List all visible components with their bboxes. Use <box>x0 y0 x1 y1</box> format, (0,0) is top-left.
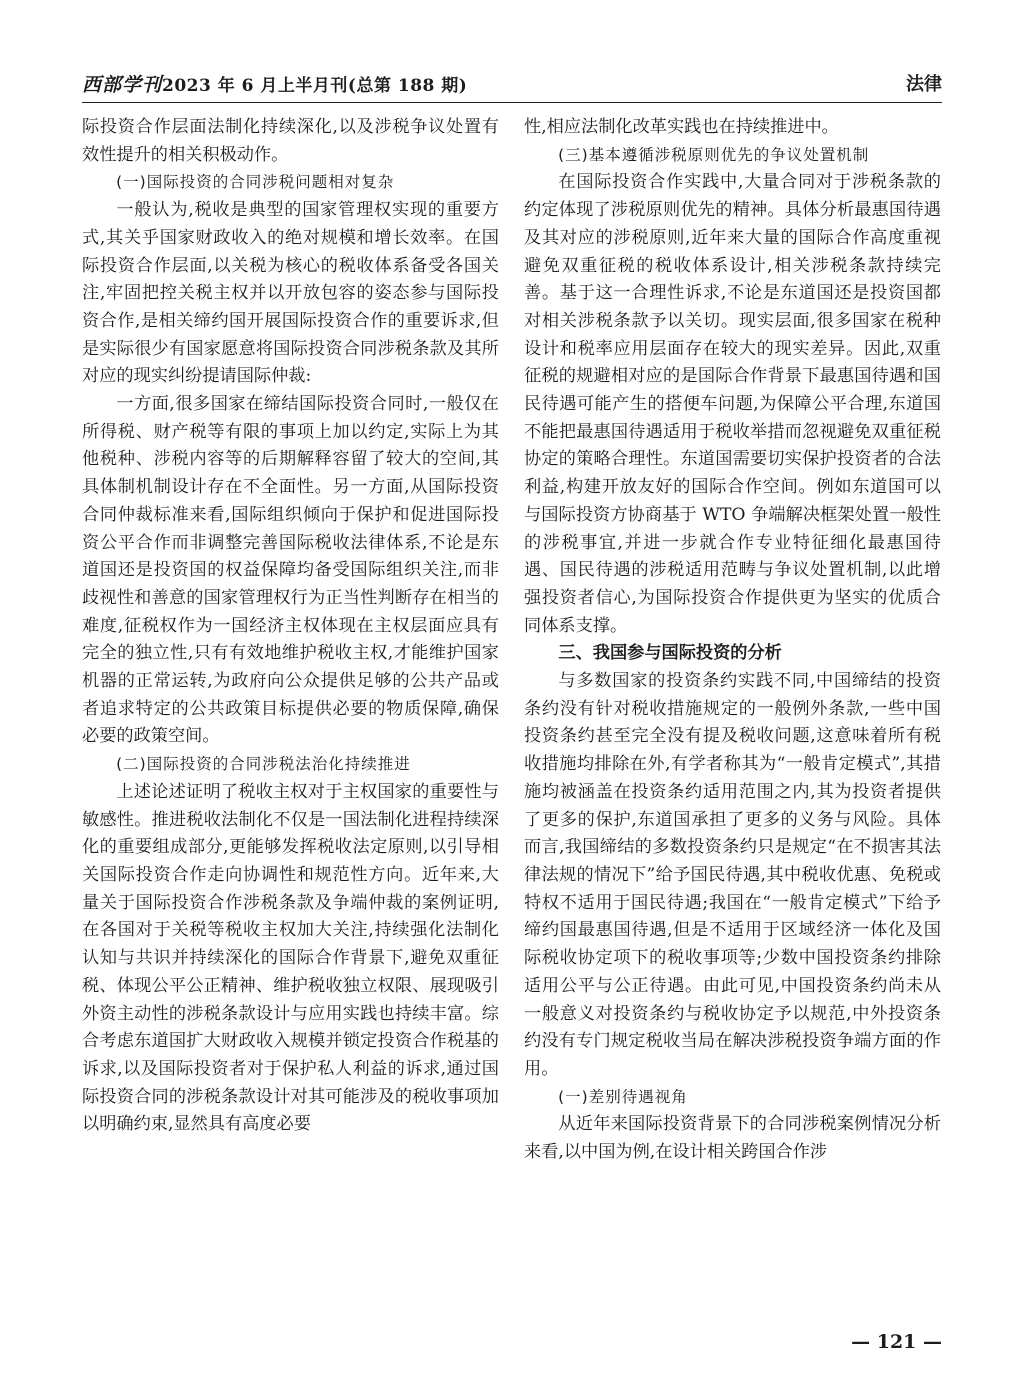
journal-logo: 西部学刊 <box>82 74 163 96</box>
section-label: 法律 <box>906 74 942 95</box>
running-header <box>82 68 942 100</box>
paragraph: 一方面,很多国家在缔结国际投资合同时,一般仅在所得税、财产税等有限的事项上加以约定,实际上为其他税种、涉税内容等的后期解释容留了较大的空间,其具体制机制设计存在不全面性。另一方面,从国际投资合同仲裁标准来看,国际组织倾向于保护和促进国际投资公平合作而非调整完善国际税收法律体系,不论是东道国还是投资国的权益保障均备受国际组织关注,而非歧视性和善意的国家管理权行为正当性判断存在相当的难度,征税权作为一国经济主权体现在主权层面应具有完全的独立性,只有有效地维护税收主权,才能维护国家机器的正常运转,为政府向公众提供足够的公共产品或者追求特定的公共政策目标提供必要的物质保障,确保必要的政策空间。 <box>82 394 499 747</box>
right-column <box>524 114 941 1167</box>
paragraph: 与多数国家的投资条约实践不同,中国缔结的投资条约没有针对税收措施规定的一般例外条款,一些中国投资条约甚至完全没有提及税收问题,这意味着所有税收措施均排除在外,有学者称其为“一般肯定模式”,其措施均被涵盖在投资条约适用范围之内,其为投资者提供了更多的保护,东道国承担了更多的义务与风险。具体而言,我国缔结的多数投资条约只是规定“在不损害其法律法规的情况下”给予国民待遇,其中税收优惠、免税或特权不适用于国民待遇;我国在“一般肯定模式”下给予缔约国最惠国待遇,但是不适用于区域经济一体化及国际税收协定项下的税收事项等;少数中国投资条约排除适用公平与公正待遇。由此可见,中国投资条约尚未从一般意义对投资条约与税收协定予以规范,中外投资条约没有专门规定税收当局在解决涉税投资争端方面的作用。 <box>524 671 941 1079</box>
paragraph: 际投资合作层面法制化持续深化,以及涉税争议处置有效性提升的相关积极动作。 <box>82 117 499 165</box>
paragraph: 性,相应法制化改革实践也在持续推进中。 <box>524 117 839 137</box>
subheading: (二)国际投资的合同涉税法治化持续推进 <box>116 755 411 774</box>
left-column <box>82 114 499 1139</box>
header-rule <box>82 102 942 103</box>
section-heading: 三、我国参与国际投资的分析 <box>558 643 782 664</box>
subheading: (一)国际投资的合同涉税问题相对复杂 <box>116 173 395 192</box>
page-number: — 121 — <box>851 1331 942 1353</box>
subheading: (一)差别待遇视角 <box>558 1087 688 1106</box>
paragraph: 一般认为,税收是典型的国家管理权实现的重要方式,其关乎国家财政收入的绝对规模和增长效率。在国际投资合作层面,以关税为核心的税收体系备受各国关注,牢固把控关税主权并以开放包容的姿态参与国际投资合作,是相关缔约国开展国际投资合作的重要诉求,但是实际很少有国家愿意将国际投资合同涉税条款及其所对应的现实纠纷提请国际仲裁: <box>82 200 499 387</box>
paragraph: 在国际投资合作实践中,大量合同对于涉税条款的约定体现了涉税原则优先的精神。具体分析最惠国待遇及其对应的涉税原则,近年来大量的国际合作高度重视避免双重征税的税收体系设计,相关涉税条款持续完善。基于这一合理性诉求,不论是东道国还是投资国都对相关涉税条款予以关切。现实层面,很多国家在税种设计和税率应用层面存在较大的现实差异。因此,双重征税的规避相对应的是国际合作背景下最惠国待遇和国民待遇可能产生的搭便车问题,为保障公平合理,东道国不能把最惠国待遇适用于税收举措而忽视避免双重征税协定的策略合理性。东道国需要切实保护投资者的合法利益,构建开放友好的国际合作空间。例如东道国可以与国际投资方协商基于 WTO 争端解决框架处置一般性的涉税事宜,并进一步就合作专业特征细化最惠国待遇、国民待遇的涉税适用范畴与争议处置机制,以此增强投资者信心,为国际投资合作提供更为坚实的优质合同体系支撑。 <box>524 172 941 636</box>
journal-header-left <box>82 70 467 97</box>
issue-info: 2023 年 6 月上半月刊(总第 188 期) <box>162 76 468 96</box>
subheading: (三)基本遵循涉税原则优先的争议处置机制 <box>558 145 870 164</box>
paragraph: 上述论述证明了税收主权对于主权国家的重要性与敏感性。推进税收法制化不仅是一国法制化进程持续深化的重要组成部分,更能够发挥税收法定原则,以引导相关国际投资合作走向协调性和规范性方向。近年来,大量关于国际投资合作涉税条款及争端仲裁的案例证明,在各国对于关税等税收主权加大关注,持续强化法制化认知与共识并持续深化的国际合作背景下,避免双重征税、体现公平公正精神、维护税收独立权限、展现吸引外资主动性的涉税条款设计与应用实践也持续丰富。综合考虑东道国扩大财政收入规模并锁定投资合作税基的诉求,以及国际投资者对于保护私人利益的诉求,通过国际投资合同的涉税条款设计对其可能涉及的税收事项加以明确约束,显然具有高度必要 <box>82 781 499 1135</box>
paragraph: 从近年来国际投资背景下的合同涉税案例情况分析来看,以中国为例,在设计相关跨国合作涉 <box>524 1114 941 1163</box>
